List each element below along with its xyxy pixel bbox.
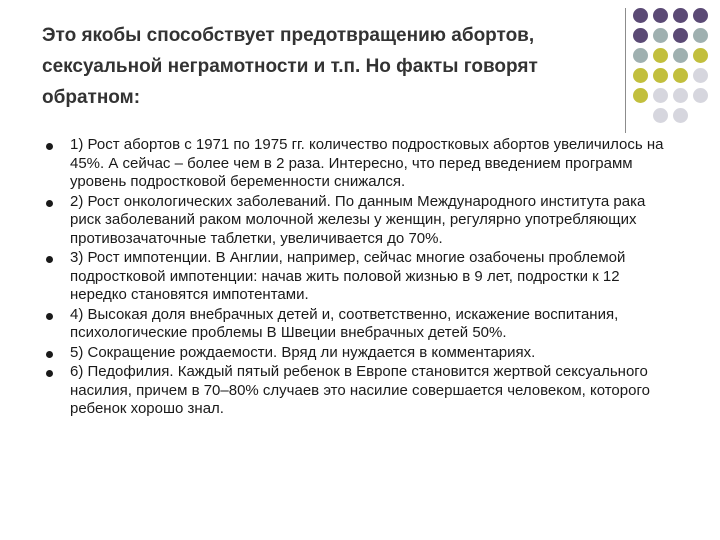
decorative-dot-grid: [633, 8, 720, 128]
decorative-dot: [653, 108, 668, 123]
decorative-dot: [693, 8, 708, 23]
slide-title: Это якобы способствует предотвращению абортов, сексуальной неграмотности и т.п. Но факты говорят обратном:: [42, 25, 538, 108]
list-item: [46, 363, 676, 419]
decorative-dot: [673, 28, 688, 43]
bullet-icon: [46, 256, 53, 263]
list-item: [46, 136, 676, 192]
list-item-text: 6) Педофилия. Каждый пятый ребенок в Европе становится жертвой сексуального насилия, причем в 70–80% случаев это насилие совершается человеком, которого ребенок хорошо знал.: [70, 363, 650, 417]
decorative-dot: [653, 88, 668, 103]
decorative-dot: [633, 8, 648, 23]
list-item-text: 1) Рост абортов с 1971 по 1975 гг. количество подростковых абортов увеличилось на 45%. А сейчас – более чем в 2 раза. Интересно, что перед введением программ уровень подростковой беременности снижался.: [70, 136, 664, 190]
bullet-icon: [46, 370, 53, 377]
title-divider-line: [625, 8, 626, 133]
decorative-dot: [673, 8, 688, 23]
list-item: [46, 344, 676, 363]
decorative-dot: [653, 28, 668, 43]
bullet-icon: [46, 143, 53, 150]
list-item: [46, 306, 676, 343]
decorative-dot: [633, 48, 648, 63]
decorative-dot: [673, 108, 688, 123]
list-item-text: 4) Высокая доля внебрачных детей и, соответственно, искажение воспитания, психологические проблемы В Швеции внебрачных детей 50%.: [70, 305, 619, 341]
decorative-dot: [673, 88, 688, 103]
list-item-text: 5) Сокращение рождаемости. Вряд ли нуждается в комментариях.: [70, 343, 536, 361]
list-item-text: 2) Рост онкологических заболеваний. По данным Международного института рака риск заболеваний раком молочной железы у женщин, регулярно употребляющих противозачаточные таблетки, увеличивается до 70%.: [70, 192, 646, 247]
list-item: [46, 249, 676, 305]
list-item: [46, 193, 676, 249]
decorative-dot: [693, 48, 708, 63]
decorative-dot: [633, 68, 648, 83]
decorative-dot: [633, 88, 648, 103]
bullet-icon: [46, 351, 53, 358]
bullet-icon: [46, 313, 53, 320]
decorative-dot: [653, 8, 668, 23]
decorative-dot: [693, 68, 708, 83]
bullet-icon: [46, 200, 53, 207]
list-item-text: 3) Рост импотенции. В Англии, например, сейчас многие озабочены проблемой подростковой импотенции: начав жить половой жизнью в 9 лет, подростки к 12 нередко становятся импотентами.: [70, 249, 626, 303]
decorative-dot: [653, 48, 668, 63]
decorative-dot: [673, 68, 688, 83]
decorative-dot: [693, 88, 708, 103]
decorative-dot: [673, 48, 688, 63]
bullet-list: [46, 136, 676, 420]
decorative-dot: [693, 28, 708, 43]
decorative-dot: [633, 28, 648, 43]
decorative-dot: [653, 68, 668, 83]
